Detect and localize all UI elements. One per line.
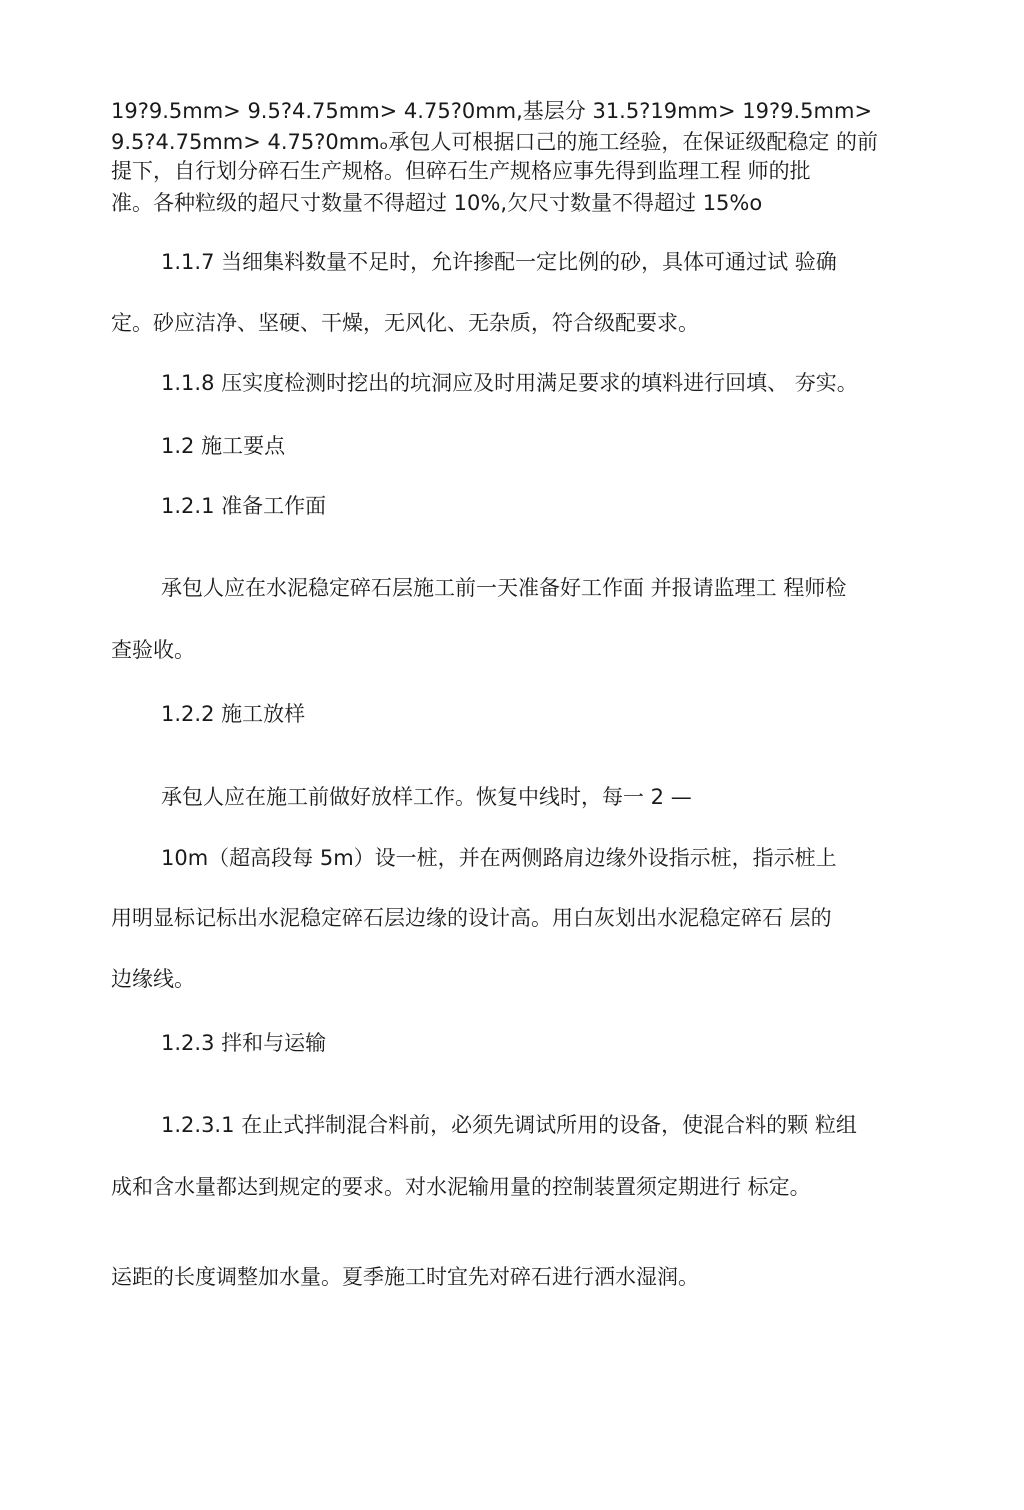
section-heading: 1.2 施工要点	[161, 434, 286, 458]
paragraph-line: 1.1.7 当细集料数量不足时，允许掺配一定比例的砂，具体可通过试 验确	[161, 250, 837, 274]
paragraph-line: 运距的长度调整加水量。夏季施工时宜先对碎石进行洒水湿润。	[111, 1265, 699, 1289]
paragraph-line: 准。各种粒级的超尺寸数量不得超过 10%,欠尺寸数量不得超过 15%o	[111, 191, 763, 215]
paragraph-line: 定。砂应洁净、坚硬、干燥，无风化、无杂质，符合级配要求。	[111, 311, 699, 335]
paragraph-line: 1.1.8 压实度检测时挖出的坑洞应及时用满足要求的填料进行回填、 夯实。	[161, 371, 858, 395]
paragraph-line: 边缘线。	[111, 967, 195, 991]
paragraph-line: 成和含水量都达到规定的要求。对水泥输用量的控制装置须定期进行 标定。	[111, 1175, 811, 1199]
paragraph-line: 提下，自行划分碎石生产规格。但碎石生产规格应事先得到监理工程 师的批	[111, 159, 811, 183]
paragraph-line: 承包人应在施工前做好放样工作。恢复中线时，每一 2 —	[161, 785, 692, 809]
paragraph-line: 19?9.5mm> 9.5?4.75mm> 4.75?0mm,基层分 31.5?19mm> 19?9.5mm>	[111, 99, 873, 123]
paragraph-line: 用明显标记标出水泥稳定碎石层边缘的设计高。用白灰划出水泥稳定碎石 层的	[111, 906, 832, 930]
section-heading: 1.2.2 施工放样	[161, 702, 306, 726]
section-heading: 1.2.1 准备工作面	[161, 494, 327, 518]
paragraph-line: 9.5?4.75mm> 4.75?0mmₒ承包人可根据口己的施工经验，在保证级配稳定 的前	[111, 130, 879, 154]
paragraph-line: 查验收。	[111, 638, 195, 662]
paragraph-line: 10m（超高段每 5m）设一桩，并在两侧路肩边缘外设指示桩，指示桩上	[161, 846, 837, 870]
section-heading: 1.2.3 拌和与运输	[161, 1031, 327, 1055]
paragraph-line: 1.2.3.1 在止式拌制混合料前，必须先调试所用的设备，使混合料的颗 粒组	[161, 1113, 857, 1137]
paragraph-line: 承包人应在水泥稳定碎石层施工前一天准备好工作面 并报请监理工 程师检	[161, 576, 847, 600]
